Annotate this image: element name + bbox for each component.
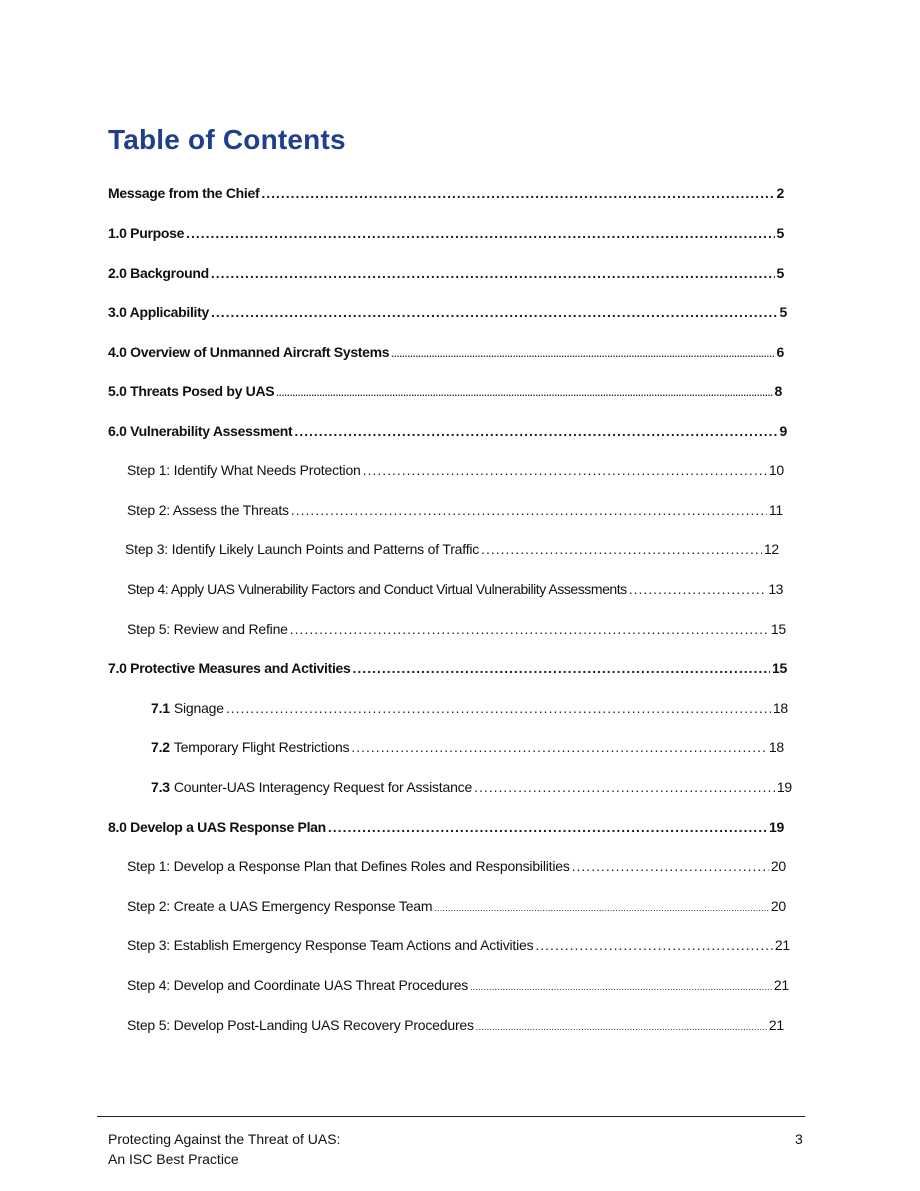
- toc-leader-dots: [211, 263, 775, 283]
- toc-entry-label: Step 3: Establish Emergency Response Team Actions and Activities: [127, 937, 534, 953]
- toc-leader-dots: [290, 619, 769, 639]
- toc-entry-purpose[interactable]: [108, 223, 784, 243]
- toc-entry-label: Step 5: Develop Post-Landing UAS Recovery Procedures: [127, 1017, 474, 1033]
- toc-entry-label: Signage: [173, 700, 224, 716]
- toc-entry-vulnerability-assessment[interactable]: [108, 421, 787, 441]
- toc-leader-dots: [363, 460, 767, 480]
- toc-entry-label: 1.0 Purpose: [108, 225, 185, 241]
- toc-entry-page: 8: [774, 383, 782, 399]
- toc-leader-dots: [226, 698, 771, 718]
- toc-leader-dots: [276, 383, 772, 403]
- toc-entry-page: 15: [772, 660, 787, 676]
- toc-entry-label: 6.0 Vulnerability Assessment: [108, 423, 293, 439]
- toc-leader-dots: [328, 817, 767, 837]
- toc-entry-label: Step 5: Review and Refine: [127, 621, 288, 637]
- toc-entry-va-step-1[interactable]: [127, 460, 784, 480]
- toc-entry-page: 20: [770, 898, 786, 914]
- toc-leader-dots: [291, 500, 767, 520]
- toc-entry-number: 7.1: [151, 700, 170, 716]
- toc-leader-dots: [351, 737, 766, 757]
- toc-entry-page: 9: [779, 423, 787, 439]
- toc-entry-rp-step-5[interactable]: [127, 1015, 784, 1035]
- toc-entry-label: 3.0 Applicability: [108, 304, 209, 320]
- toc-entry-label: 7.0 Protective Measures and Activities: [108, 660, 351, 676]
- toc-entry-background[interactable]: [108, 263, 784, 283]
- toc-entry-va-step-2[interactable]: [127, 500, 783, 520]
- footer-line-1: Protecting Against the Threat of UAS:: [108, 1131, 341, 1147]
- toc-entry-page: 15: [770, 621, 786, 637]
- toc-leader-dots: [629, 579, 767, 599]
- toc-entry-overview-uas[interactable]: [108, 342, 784, 362]
- toc-entry-label: Step 2: Assess the Threats: [127, 502, 289, 518]
- toc-entry-label: Message from the Chief: [108, 185, 260, 201]
- toc-entry-rp-step-4[interactable]: [127, 975, 789, 995]
- page-title: Table of Contents: [108, 124, 346, 155]
- toc-entry-page: 10: [768, 462, 784, 478]
- toc-entry-threats[interactable]: [108, 381, 782, 401]
- toc-entry-page: 21: [774, 937, 790, 953]
- toc-entry-counter-uas[interactable]: [151, 777, 792, 797]
- toc-entry-rp-step-1[interactable]: [127, 856, 786, 876]
- toc-entry-message-from-chief[interactable]: [108, 183, 784, 203]
- toc-entry-page: 6: [776, 344, 784, 360]
- toc-entry-label: Counter-UAS Interagency Request for Assistance: [173, 779, 473, 795]
- toc-entry-label: 4.0 Overview of Unmanned Aircraft Systems: [108, 344, 390, 360]
- toc-leader-dots: [476, 1017, 767, 1037]
- toc-leader-dots: [186, 223, 774, 243]
- toc-entry-label: Step 4: Develop and Coordinate UAS Threat Procedures: [127, 977, 469, 993]
- toc-entry-va-step-3[interactable]: [125, 539, 779, 559]
- toc-entry-rp-step-2[interactable]: [127, 896, 786, 916]
- footer-line-2: An ISC Best Practice: [108, 1151, 239, 1167]
- toc-leader-dots: [294, 421, 777, 441]
- toc-entry-page: 18: [768, 739, 784, 755]
- toc-entry-applicability[interactable]: [108, 302, 787, 322]
- footer-divider: [97, 1116, 805, 1117]
- toc-leader-dots: [353, 658, 770, 678]
- toc-entry-page: 12: [763, 541, 779, 557]
- toc-entry-response-plan[interactable]: [108, 817, 784, 837]
- toc-entry-page: 11: [768, 502, 783, 518]
- toc-entry-label: 5.0 Threats Posed by UAS: [108, 383, 275, 399]
- toc-entry-va-step-5[interactable]: [127, 619, 786, 639]
- toc-leader-dots: [261, 183, 774, 203]
- toc-leader-dots: [391, 344, 774, 364]
- toc-entry-label: Step 4: Apply UAS Vulnerability Factors and Conduct Virtual Vulnerability Assessments: [127, 581, 627, 597]
- toc-entry-page: 5: [776, 225, 784, 241]
- toc-entry-number: 7.2: [151, 739, 170, 755]
- toc-entry-label: Step 1: Identify What Needs Protection: [127, 462, 361, 478]
- toc-entry-page: 18: [772, 700, 788, 716]
- toc-entry-page: 2: [776, 185, 784, 201]
- toc-leader-dots: [211, 302, 778, 322]
- toc-entry-page: 21: [768, 1017, 784, 1033]
- toc-entry-label: 2.0 Background: [108, 265, 209, 281]
- toc-entry-rp-step-3[interactable]: [127, 935, 790, 955]
- toc-entry-page: 20: [770, 858, 786, 874]
- toc-entry-signage[interactable]: [151, 698, 788, 718]
- toc-leader-dots: [434, 898, 768, 918]
- toc-entry-page: 5: [776, 265, 784, 281]
- footer-page-number: 3: [795, 1131, 803, 1147]
- toc-entry-page: 5: [779, 304, 787, 320]
- toc-leader-dots: [572, 856, 769, 876]
- toc-entry-page: 21: [773, 977, 789, 993]
- toc-entry-page: 13: [768, 581, 783, 597]
- toc-entry-page: 19: [769, 819, 784, 835]
- toc-entry-label: 8.0 Develop a UAS Response Plan: [108, 819, 326, 835]
- toc-entry-label: Temporary Flight Restrictions: [173, 739, 350, 755]
- toc-entry-label: Step 1: Develop a Response Plan that Defines Roles and Responsibilities: [127, 858, 570, 874]
- toc-leader-dots: [535, 935, 772, 955]
- toc-entry-protective-measures[interactable]: [108, 658, 787, 678]
- toc-leader-dots: [470, 977, 772, 997]
- toc-entry-page: 19: [776, 779, 792, 795]
- toc-leader-dots: [481, 539, 762, 559]
- toc-entry-label: Step 3: Identify Likely Launch Points and Patterns of Traffic: [125, 541, 480, 557]
- toc-entry-number: 7.3: [151, 779, 170, 795]
- footer-document-title: [108, 1129, 340, 1169]
- toc-entry-va-step-4[interactable]: [127, 579, 783, 599]
- toc-leader-dots: [474, 777, 775, 797]
- toc-entry-tfr[interactable]: [151, 737, 784, 757]
- toc-entry-label: Step 2: Create a UAS Emergency Response Team: [127, 898, 433, 914]
